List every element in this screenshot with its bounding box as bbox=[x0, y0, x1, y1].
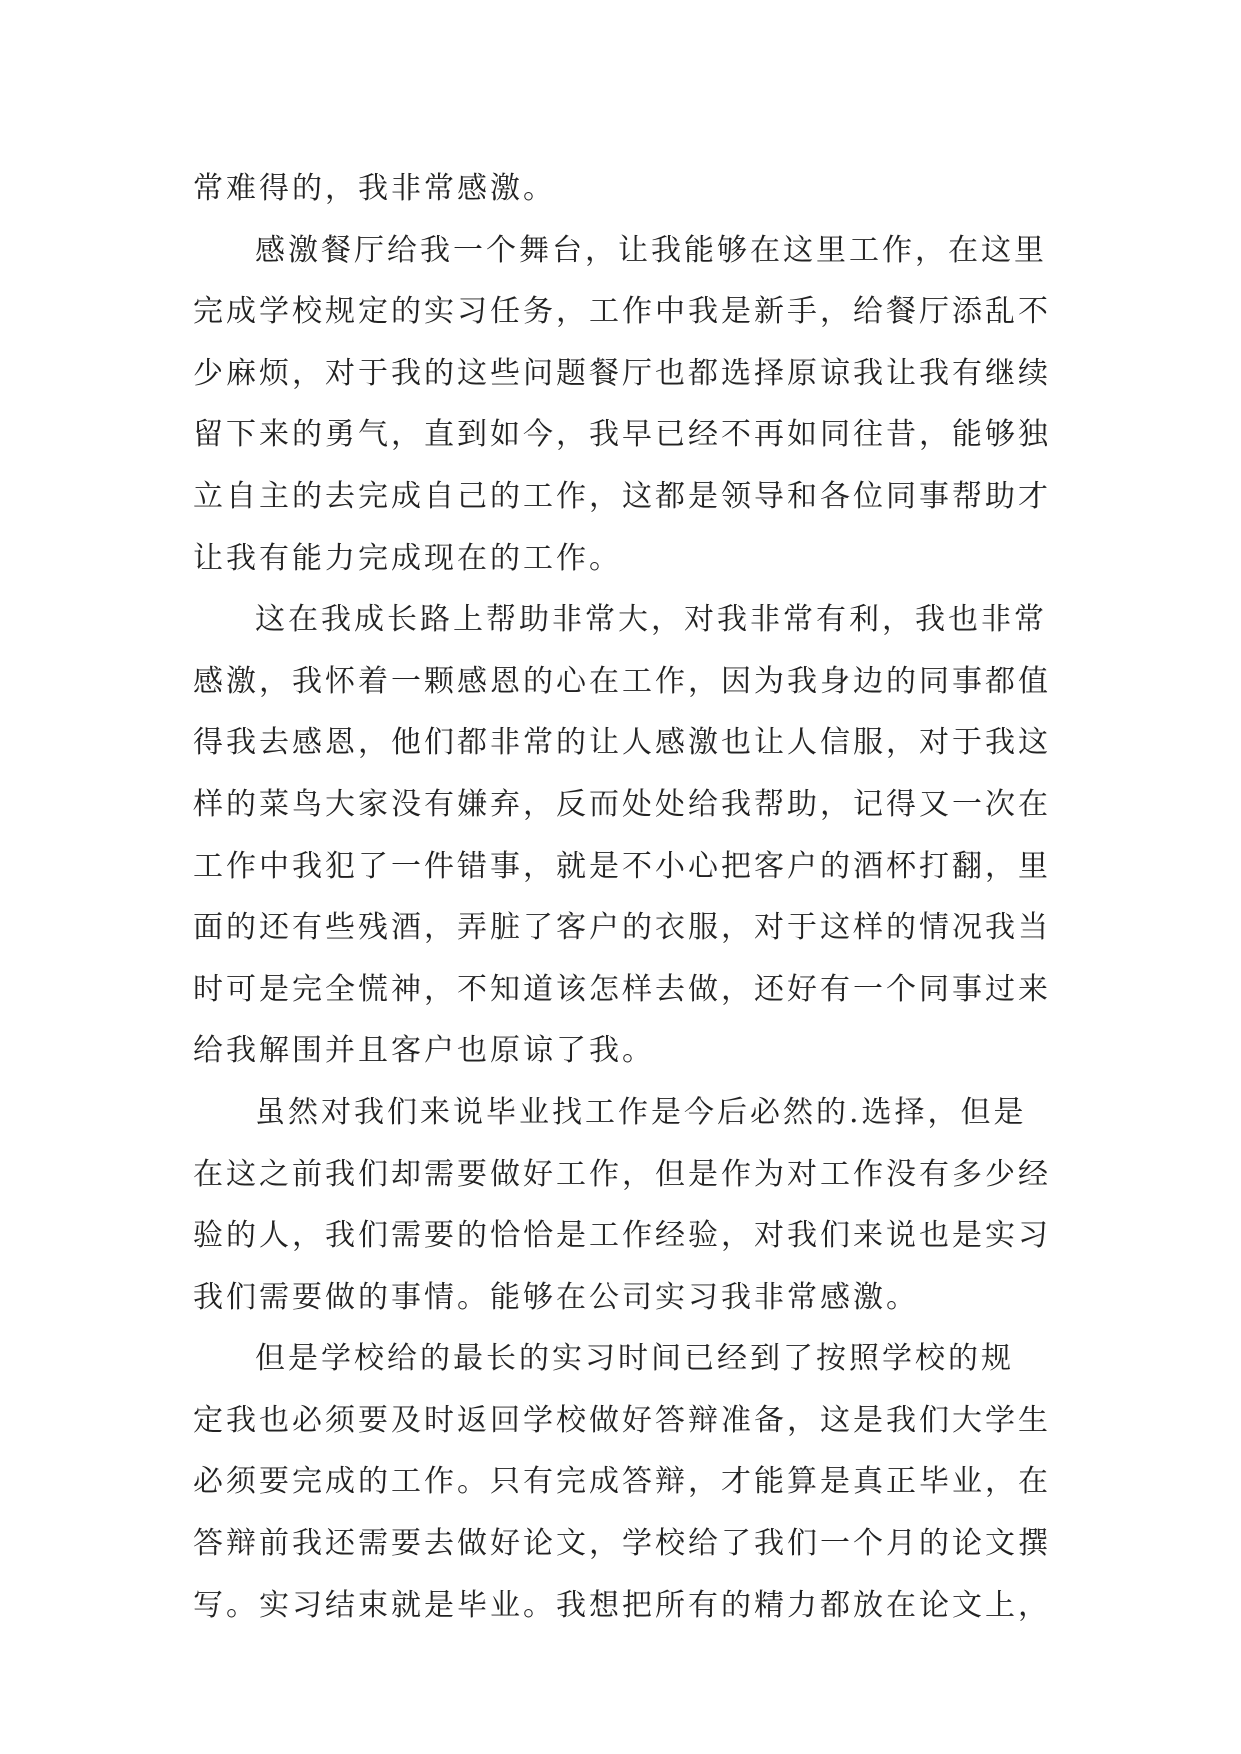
text-line: 面的还有些残酒，弄脏了客户的衣服，对于这样的情况我当 bbox=[193, 910, 1051, 946]
text-line: 少麻烦，对于我的这些问题餐厅也都选择原谅我让我有继续 bbox=[193, 355, 1051, 391]
text-line: 答辩前我还需要去做好论文，学校给了我们一个月的论文撰 bbox=[193, 1526, 1051, 1562]
body-text bbox=[193, 158, 1053, 1636]
text-line: 得我去感恩，他们都非常的让人感激也让人信服，对于我这 bbox=[193, 725, 1051, 761]
text-line: 完成学校规定的实习任务，工作中我是新手，给餐厅添乱不 bbox=[193, 294, 1051, 330]
text-line: 感激，我怀着一颗感恩的心在工作，因为我身边的同事都值 bbox=[193, 663, 1051, 699]
text-line: 留下来的勇气，直到如今，我早已经不再如同往昔，能够独 bbox=[193, 417, 1051, 453]
text-line: 时可是完全慌神，不知道该怎样去做，还好有一个同事过来 bbox=[193, 971, 1051, 1007]
text-line: 定我也必须要及时返回学校做好答辩准备，这是我们大学生 bbox=[193, 1402, 1051, 1438]
text-line: 常难得的，我非常感激。 bbox=[193, 171, 556, 206]
text-line: 样的菜鸟大家没有嫌弃，反而处处给我帮助，记得又一次在 bbox=[193, 786, 1051, 822]
text-line: 让我有能力完成现在的工作。 bbox=[193, 540, 622, 576]
paragraph-first-line: 感激餐厅给我一个舞台，让我能够在这里工作，在这里 bbox=[255, 232, 1047, 268]
paragraph-first-line: 但是学校给的最长的实习时间已经到了按照学校的规 bbox=[255, 1341, 1014, 1377]
text-line: 立自主的去完成自己的工作，这都是领导和各位同事帮助才 bbox=[193, 478, 1051, 514]
text-line: 工作中我犯了一件错事，就是不小心把客户的酒杯打翻，里 bbox=[193, 848, 1051, 884]
text-line: 写。实习结束就是毕业。我想把所有的精力都放在论文上， bbox=[193, 1587, 1051, 1623]
text-line: 我们需要做的事情。能够在公司实习我非常感激。 bbox=[193, 1279, 919, 1315]
text-line: 必须要完成的工作。只有完成答辩，才能算是真正毕业，在 bbox=[193, 1464, 1051, 1500]
paragraph-first-line: 这在我成长路上帮助非常大，对我非常有利，我也非常 bbox=[255, 602, 1047, 638]
text-line: 给我解围并且客户也原谅了我。 bbox=[193, 1033, 655, 1069]
paragraph-first-line: 虽然对我们来说毕业找工作是今后必然的.选择，但是 bbox=[255, 1094, 1027, 1130]
text-line: 在这之前我们却需要做好工作，但是作为对工作没有多少经 bbox=[193, 1156, 1051, 1192]
text-line: 验的人，我们需要的恰恰是工作经验，对我们来说也是实习 bbox=[193, 1218, 1051, 1254]
